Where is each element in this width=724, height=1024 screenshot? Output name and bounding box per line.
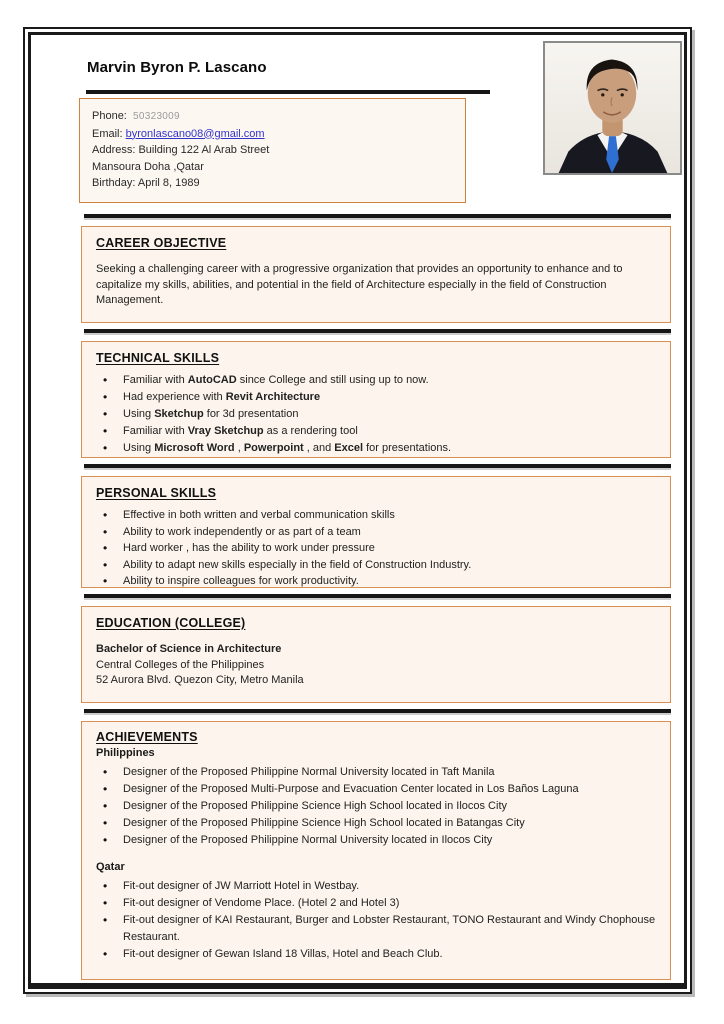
section-divider-bar [84,464,671,468]
page-frame-inner [28,32,687,989]
section-title: EDUCATION (COLLEGE) [96,616,246,630]
section-personal-skills [81,476,671,588]
candidate-name: Marvin Byron P. Lascano [87,59,267,76]
bullet-item: • Fit-out designer of Gewan Island 18 Villas, Hotel and Beach Club. [96,946,656,963]
name-underline-rule [86,90,490,94]
section-paragraph: Seeking a challenging career with a progressive organization that provides an opportunity to enhance and to capitalize my skills, abilities, and potential in the field of Architecture especially in the field of Construction Management. [96,263,623,306]
education-line: Central Colleges of the Philippines [96,658,265,671]
section-education-college [81,606,671,703]
bullet-item: • Designer of the Proposed Philippine Normal University located in Taft Manila [96,764,656,781]
section-title: CAREER OBJECTIVE [96,236,227,250]
group-heading: Qatar [96,861,125,873]
section-technical-skills [81,341,671,458]
contact-birthday: Birthday: April 8, 1989 [92,177,200,189]
bullet-item: • Designer of the Proposed Philippine Science High School located in Batangas City [96,815,656,832]
bullet-item: • Ability to adapt new skills especially in the field of Construction Industry. [96,557,656,574]
section-divider-bar [84,709,671,713]
bullet-list [96,878,656,963]
contact-email [92,126,453,143]
page-frame [23,27,692,994]
bullet-item: • Using Microsoft Word , Powerpoint , and Excel for presentations. [96,440,656,457]
email-label: Email: [92,127,123,140]
section-divider-bar [84,594,671,598]
bullet-item: • Designer of the Proposed Philippine Normal University located in Ilocos City [96,832,656,849]
achievement-group-philippines [96,746,656,849]
email-link[interactable]: byronlascano08@gmail.com [125,127,265,140]
bullet-item: • Using Sketchup for 3d presentation [96,406,656,423]
profile-photo [543,41,682,175]
bullet-item: • Fit-out designer of KAI Restaurant, Burger and Lobster Restaurant, TONO Restaurant and Windy Chophouse Restaurant. [96,912,656,946]
bullet-list [96,764,656,849]
phone-value: 50323009 [133,111,180,122]
bullet-item: • Ability to work independently or as part of a team [96,524,656,541]
section-title: TECHNICAL SKILLS [96,351,220,365]
contact-address-line1: Address: Building 122 Al Arab Street [92,144,270,156]
education-line: 52 Aurora Blvd. Quezon City, Metro Manila [96,674,304,686]
group-heading: Philippines [96,747,155,759]
bullet-list [96,372,656,457]
bullet-item: • Designer of the Proposed Philippine Science High School located in Ilocos City [96,798,656,815]
portrait-illustration [545,43,680,173]
contact-address-line2: Mansoura Doha ,Qatar [92,160,204,173]
education-line: Bachelor of Science in Architecture [96,643,282,655]
bullet-item: • Effective in both written and verbal communication skills [96,507,656,524]
bullet-item: • Familiar with Vray Sketchup as a rendering tool [96,423,656,440]
section-career-objective [81,226,671,323]
phone-label: Phone: [92,110,127,122]
section-divider-bar [84,214,671,218]
section-title: PERSONAL SKILLS [96,486,217,500]
section-divider-bar [84,329,671,333]
bullet-list [96,507,656,588]
achievement-group-qatar [96,860,656,963]
bullet-item: • Designer of the Proposed Multi-Purpose and Evacuation Center located in Los Baños Laguna [96,781,656,798]
contact-info-box [79,98,466,203]
section-achievements [81,721,671,980]
bullet-item: • Had experience with Revit Architecture [96,389,656,406]
bullet-item: • Fit-out designer of Vendome Place. (Hotel 2 and Hotel 3) [96,895,656,912]
sections [81,214,671,980]
section-title: ACHIEVEMENTS [96,730,198,744]
bullet-item: • Fit-out designer of JW Marriott Hotel in Westbay. [96,878,656,895]
bullet-item: • Hard worker , has the ability to work under pressure [96,540,656,557]
contact-phone [92,108,453,126]
bullet-item: • Familiar with AutoCAD since College and still using up to now. [96,372,656,389]
bullet-item: • Ability to inspire colleagues for work productivity. [96,573,656,588]
